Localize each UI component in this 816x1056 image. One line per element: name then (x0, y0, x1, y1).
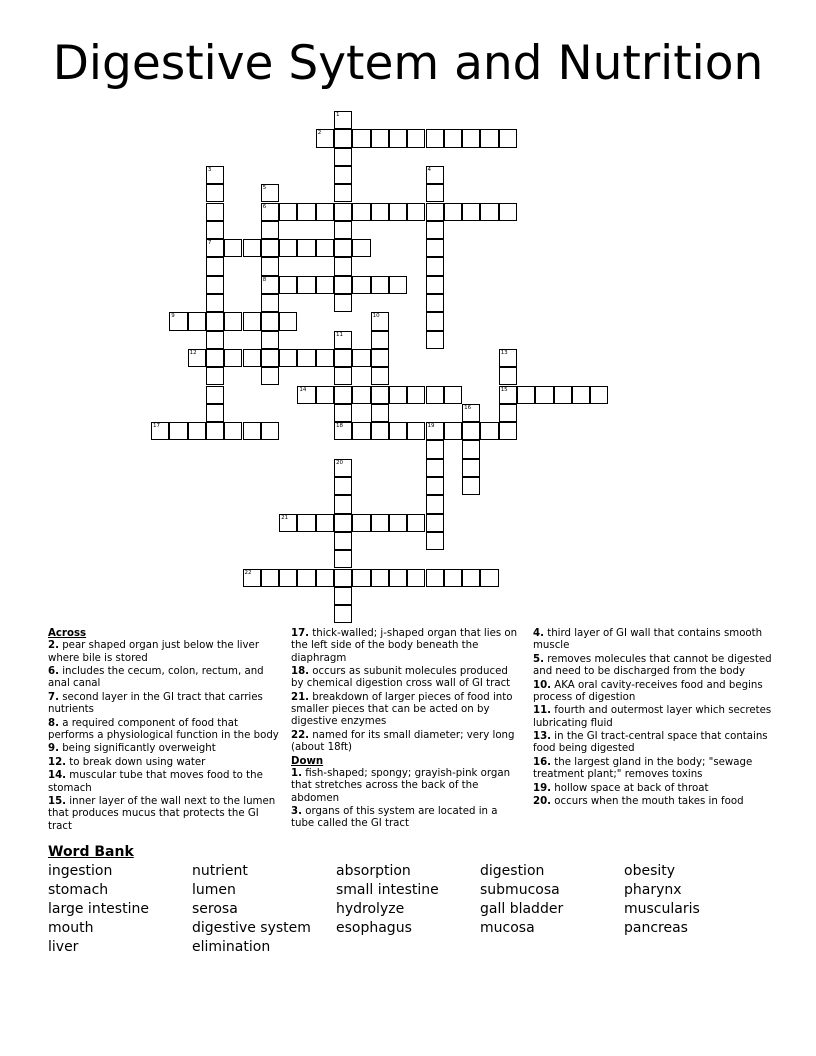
grid-cell[interactable] (224, 239, 242, 257)
grid-cell[interactable] (462, 477, 480, 495)
grid-cell[interactable] (426, 257, 444, 275)
clue-number-label: 19. (533, 782, 552, 794)
clue-item (48, 692, 284, 717)
grid-cell[interactable] (444, 129, 462, 147)
clues-column-2 (291, 628, 521, 832)
word-bank-item: nutrient (192, 863, 248, 879)
grid-cell[interactable] (426, 239, 444, 257)
grid-cell[interactable] (334, 386, 352, 404)
clue-number-label: 10. (533, 679, 552, 691)
grid-cell[interactable] (334, 550, 352, 568)
grid-cell[interactable] (206, 257, 224, 275)
clue-item (48, 796, 284, 833)
grid-cell[interactable] (261, 349, 279, 367)
grid-cell[interactable] (334, 404, 352, 422)
clue-number: 13 (500, 349, 508, 356)
clue-number-label: 5. (533, 653, 544, 665)
clue-number: 17 (153, 423, 160, 430)
grid-cell[interactable] (206, 166, 224, 184)
clue-number: 3 (207, 166, 212, 173)
grid-cell[interactable] (334, 587, 352, 605)
clue-number: 8 (262, 276, 267, 283)
grid-cell[interactable] (352, 386, 370, 404)
grid-cell[interactable] (334, 257, 352, 275)
grid-cell[interactable] (426, 422, 444, 440)
word-bank-item: digestive system (192, 920, 311, 936)
grid-cell[interactable] (480, 569, 498, 587)
clue-number-label: 8. (48, 717, 59, 729)
clue-number-label: 13. (533, 731, 552, 743)
grid-cell[interactable] (206, 349, 224, 367)
grid-cell[interactable] (206, 312, 224, 330)
grid-cell[interactable] (444, 386, 462, 404)
grid-cell[interactable] (480, 422, 498, 440)
grid-cell[interactable] (224, 312, 242, 330)
grid-cell[interactable] (407, 569, 425, 587)
grid-cell[interactable] (352, 276, 370, 294)
grid-cell[interactable] (261, 569, 279, 587)
grid-cell[interactable] (499, 349, 517, 367)
grid-cell[interactable] (426, 532, 444, 550)
grid-cell[interactable] (334, 294, 352, 312)
grid-cell[interactable] (206, 367, 224, 385)
grid-cell[interactable] (426, 221, 444, 239)
grid-cell[interactable] (151, 422, 169, 440)
clue-number: 4 (427, 166, 431, 173)
grid-cell[interactable] (334, 221, 352, 239)
clue-number-label: 22. (291, 729, 310, 741)
down-header: Down (291, 755, 324, 767)
grid-cell[interactable] (426, 331, 444, 349)
clue-text: inner layer of the wall next to the lumen that produces mucus that protects the GI tract (48, 796, 276, 832)
clue-number: 11 (336, 331, 343, 338)
clue-item (48, 743, 284, 755)
grid-cell[interactable] (243, 569, 261, 587)
grid-cell[interactable] (352, 203, 370, 221)
grid-cell[interactable] (316, 276, 334, 294)
grid-cell[interactable] (334, 477, 352, 495)
grid-cell[interactable] (243, 239, 261, 257)
grid-cell[interactable] (316, 203, 334, 221)
clue-number: 10 (372, 313, 380, 320)
clue-number-label: 14. (48, 770, 67, 782)
grid-cell[interactable] (334, 129, 352, 147)
clue-number: 1 (336, 112, 340, 118)
clue-item (48, 640, 284, 665)
grid-cell[interactable] (389, 422, 407, 440)
grid-cell[interactable] (206, 422, 224, 440)
grid-cell[interactable] (371, 386, 389, 404)
grid-cell[interactable] (297, 239, 315, 257)
grid-cell[interactable] (297, 569, 315, 587)
page-title: Digestive Sytem and Nutrition (52, 36, 764, 91)
clue-text: fish-shaped; spongy; grayish-pink organ that stretches across the back of the abdomen (291, 768, 511, 804)
grid-cell[interactable] (590, 386, 608, 404)
grid-cell[interactable] (554, 386, 572, 404)
grid-cell[interactable] (169, 312, 187, 330)
clue-text: muscular tube that moves food to the stomach (48, 770, 263, 794)
grid-cell[interactable] (407, 422, 425, 440)
grid-cell[interactable] (206, 276, 224, 294)
clue-number-label: 18. (291, 666, 310, 678)
word-bank-title: Word Bank (48, 844, 134, 860)
grid-cell[interactable] (188, 422, 206, 440)
clue-text: named for its small diameter; very long (about 18ft) (291, 729, 515, 754)
grid-cell[interactable] (279, 349, 297, 367)
grid-cell[interactable] (572, 386, 590, 404)
grid-cell[interactable] (261, 239, 279, 257)
clues-column-3 (533, 628, 773, 810)
clue-number-label: 17. (291, 628, 310, 639)
grid-cell[interactable] (426, 166, 444, 184)
clue-text: AKA oral cavity-receives food and begins process of digestion (533, 679, 763, 703)
grid-cell[interactable] (297, 203, 315, 221)
grid-cell[interactable] (261, 257, 279, 275)
clue-item (291, 628, 521, 665)
clue-number: 14 (299, 386, 307, 393)
clue-item (533, 796, 773, 808)
word-bank-item: ingestion (48, 863, 113, 879)
grid-cell[interactable] (261, 184, 279, 202)
clue-text: a required component of food that performs a physiological function in the body (48, 717, 279, 741)
grid-cell[interactable] (261, 312, 279, 330)
grid-cell[interactable] (188, 312, 206, 330)
clue-item (533, 757, 773, 782)
clue-item (533, 731, 773, 756)
clue-text: removes molecules that cannot be digested and need to be discharged from the body (533, 653, 772, 678)
grid-cell[interactable] (334, 184, 352, 202)
grid-cell[interactable] (352, 514, 370, 532)
grid-cell[interactable] (206, 203, 224, 221)
clue-number-label: 20. (533, 796, 552, 808)
clues-column-1 (48, 628, 284, 834)
grid-cell[interactable] (426, 276, 444, 294)
clue-item (533, 783, 773, 795)
word-bank-item: absorption (336, 863, 411, 879)
grid-cell[interactable] (462, 404, 480, 422)
grid-cell[interactable] (499, 386, 517, 404)
clue-number-label: 9. (48, 743, 59, 755)
grid-cell[interactable] (499, 422, 517, 440)
grid-cell[interactable] (462, 422, 480, 440)
grid-cell[interactable] (462, 459, 480, 477)
grid-cell[interactable] (316, 239, 334, 257)
grid-cell[interactable] (426, 495, 444, 513)
clue-text: hollow space at back of throat (551, 782, 709, 794)
clue-item (533, 680, 773, 705)
clue-item (291, 692, 521, 729)
clue-text: second layer in the GI tract that carries nutrients (48, 691, 263, 716)
clue-text: pear shaped organ just below the liver where bile is stored (48, 640, 260, 664)
grid-cell[interactable] (407, 514, 425, 532)
grid-cell[interactable] (371, 367, 389, 385)
grid-cell[interactable] (426, 203, 444, 221)
across-header: Across (48, 628, 87, 639)
word-bank-item: pancreas (624, 920, 688, 936)
grid-cell[interactable] (499, 203, 517, 221)
grid-cell[interactable] (261, 367, 279, 385)
grid-cell[interactable] (206, 404, 224, 422)
grid-cell[interactable] (206, 294, 224, 312)
grid-cell[interactable] (261, 203, 279, 221)
grid-cell[interactable] (261, 422, 279, 440)
clue-text: to break down using water (66, 756, 206, 768)
clue-item (48, 718, 284, 743)
grid-cell[interactable] (389, 276, 407, 294)
grid-cell[interactable] (316, 514, 334, 532)
grid-cell[interactable] (389, 129, 407, 147)
grid-cell[interactable] (371, 569, 389, 587)
grid-cell[interactable] (334, 459, 352, 477)
grid-cell[interactable] (444, 203, 462, 221)
grid-cell[interactable] (297, 276, 315, 294)
grid-cell[interactable] (426, 440, 444, 458)
grid-cell[interactable] (188, 349, 206, 367)
clue-number: 6 (262, 203, 267, 210)
clue-number: 12 (189, 349, 197, 356)
clue-number: 5 (262, 185, 267, 192)
word-bank-item: liver (48, 939, 79, 955)
clue-text: occurs as subunit molecules produced by chemical digestion cross wall of GI tract (291, 666, 511, 690)
grid-cell[interactable] (334, 422, 352, 440)
clue-item (291, 730, 521, 755)
grid-cell[interactable] (371, 514, 389, 532)
word-bank-item: muscularis (624, 901, 700, 917)
grid-cell[interactable] (352, 239, 370, 257)
clue-number-label: 6. (48, 666, 59, 678)
grid-cell[interactable] (480, 129, 498, 147)
grid-cell[interactable] (169, 422, 187, 440)
grid-cell[interactable] (371, 404, 389, 422)
clue-number: 7 (207, 240, 212, 247)
grid-cell[interactable] (261, 294, 279, 312)
word-bank-item: submucosa (480, 882, 560, 898)
grid-cell[interactable] (426, 477, 444, 495)
clue-number-label: 12. (48, 756, 67, 768)
word-bank-item: obesity (624, 863, 676, 879)
clue-number: 9 (171, 313, 175, 320)
word-bank-item: hydrolyze (336, 901, 405, 917)
grid-cell[interactable] (499, 367, 517, 385)
grid-cell[interactable] (334, 239, 352, 257)
word-bank-item: serosa (192, 901, 238, 917)
grid-cell[interactable] (279, 312, 297, 330)
grid-cell[interactable] (462, 440, 480, 458)
grid-cell[interactable] (316, 386, 334, 404)
grid-cell[interactable] (279, 203, 297, 221)
clue-text: fourth and outermost layer which secretes lubricating fluid (533, 705, 772, 729)
clue-number: 22 (244, 569, 252, 576)
grid-cell[interactable] (224, 422, 242, 440)
grid-cell[interactable] (480, 203, 498, 221)
grid-cell[interactable] (206, 184, 224, 202)
grid-cell[interactable] (352, 129, 370, 147)
clue-number-label: 15. (48, 796, 67, 808)
grid-cell[interactable] (426, 569, 444, 587)
clue-text: thick-walled; j-shaped organ that lies on the left side of the body beneath the diaphragm (291, 628, 518, 664)
grid-cell[interactable] (371, 276, 389, 294)
grid-cell[interactable] (371, 203, 389, 221)
grid-cell[interactable] (371, 331, 389, 349)
grid-cell[interactable] (261, 221, 279, 239)
grid-cell[interactable] (316, 569, 334, 587)
grid-cell[interactable] (371, 422, 389, 440)
clue-number: 19 (427, 423, 435, 430)
grid-cell[interactable] (389, 386, 407, 404)
word-bank-item: pharynx (624, 882, 682, 898)
word-bank-item: mucosa (480, 920, 535, 936)
clue-item (48, 757, 284, 769)
grid-cell[interactable] (462, 129, 480, 147)
clue-item (291, 806, 521, 831)
grid-cell[interactable] (316, 349, 334, 367)
clue-item (291, 768, 521, 805)
clue-text: being significantly overweight (58, 743, 216, 755)
clue-item (291, 666, 521, 691)
grid-cell[interactable] (334, 569, 352, 587)
grid-cell[interactable] (407, 203, 425, 221)
clue-item (533, 628, 773, 653)
grid-cell[interactable] (206, 386, 224, 404)
grid-cell[interactable] (206, 221, 224, 239)
clue-item (533, 705, 773, 730)
grid-cell[interactable] (444, 422, 462, 440)
grid-cell[interactable] (243, 422, 261, 440)
clue-text: breakdown of larger pieces of food into smaller pieces that can be acted on by digestive enzymes (291, 691, 513, 728)
grid-cell[interactable] (462, 569, 480, 587)
grid-cell[interactable] (334, 166, 352, 184)
grid-cell[interactable] (352, 349, 370, 367)
word-bank-item: gall bladder (480, 901, 564, 917)
clue-number-label: 11. (533, 705, 552, 717)
grid-cell[interactable] (297, 349, 315, 367)
grid-cell[interactable] (334, 367, 352, 385)
grid-cell[interactable] (334, 203, 352, 221)
clue-number: 2 (317, 130, 322, 137)
clue-text: in the GI tract-central space that contains food being digested (533, 731, 768, 755)
grid-cell[interactable] (279, 276, 297, 294)
grid-cell[interactable] (297, 386, 315, 404)
grid-cell[interactable] (334, 331, 352, 349)
grid-cell[interactable] (334, 605, 352, 623)
grid-cell[interactable] (334, 111, 352, 129)
grid-cell[interactable] (206, 239, 224, 257)
grid-cell[interactable] (224, 349, 242, 367)
grid-cell[interactable] (334, 532, 352, 550)
grid-cell[interactable] (426, 129, 444, 147)
grid-cell[interactable] (426, 459, 444, 477)
grid-cell[interactable] (261, 331, 279, 349)
clue-item (533, 654, 773, 679)
clue-number: 18 (336, 423, 343, 430)
grid-cell[interactable] (426, 294, 444, 312)
grid-cell[interactable] (371, 129, 389, 147)
grid-cell[interactable] (517, 386, 535, 404)
grid-cell[interactable] (462, 203, 480, 221)
clue-item (48, 666, 284, 691)
clue-text: the largest gland in the body; "sewage treatment plant;" removes toxins (533, 756, 753, 781)
grid-cell[interactable] (407, 386, 425, 404)
clue-number-label: 1. (291, 768, 302, 780)
clue-number-label: 16. (533, 756, 552, 768)
grid-cell[interactable] (499, 129, 517, 147)
word-bank-item: esophagus (336, 920, 412, 936)
word-bank (48, 862, 808, 957)
grid-cell[interactable] (334, 349, 352, 367)
word-bank-item: elimination (192, 939, 271, 955)
clue-number: 15 (500, 386, 508, 393)
grid-cell[interactable] (352, 422, 370, 440)
grid-cell[interactable] (389, 203, 407, 221)
grid-cell[interactable] (279, 239, 297, 257)
grid-cell[interactable] (535, 386, 553, 404)
grid-cell[interactable] (371, 349, 389, 367)
clue-text: includes the cecum, colon, rectum, and anal canal (48, 666, 264, 690)
grid-cell[interactable] (206, 331, 224, 349)
grid-cell[interactable] (426, 312, 444, 330)
grid-cell[interactable] (389, 569, 407, 587)
grid-cell[interactable] (334, 148, 352, 166)
word-bank-item: large intestine (48, 901, 149, 917)
clue-number-label: 7. (48, 691, 59, 703)
word-bank-item: digestion (480, 863, 545, 879)
grid-cell[interactable] (279, 569, 297, 587)
grid-cell[interactable] (297, 514, 315, 532)
grid-cell[interactable] (316, 129, 334, 147)
clue-number-label: 2. (48, 640, 59, 652)
clue-text: third layer of GI wall that contains smooth muscle (533, 628, 763, 652)
grid-cell[interactable] (499, 404, 517, 422)
clue-number: 16 (464, 404, 472, 411)
clue-text: occurs when the mouth takes in food (551, 796, 744, 808)
grid-cell[interactable] (426, 514, 444, 532)
grid-cell[interactable] (243, 349, 261, 367)
word-bank-item: mouth (48, 920, 94, 936)
clue-item (48, 770, 284, 795)
grid-cell[interactable] (426, 386, 444, 404)
clue-number-label: 4. (533, 628, 544, 639)
grid-cell[interactable] (334, 495, 352, 513)
clue-number: 20 (336, 459, 343, 466)
grid-cell[interactable] (389, 514, 407, 532)
grid-cell[interactable] (426, 184, 444, 202)
grid-cell[interactable] (352, 569, 370, 587)
grid-cell[interactable] (243, 312, 261, 330)
word-bank-item: small intestine (336, 882, 439, 898)
word-bank-item: lumen (192, 882, 236, 898)
grid-cell[interactable] (371, 312, 389, 330)
clue-text: organs of this system are located in a tube called the GI tract (291, 806, 498, 830)
clue-number-label: 3. (291, 806, 302, 818)
grid-cell[interactable] (444, 569, 462, 587)
clue-number: 21 (281, 514, 289, 521)
grid-cell[interactable] (407, 129, 425, 147)
grid-cell[interactable] (334, 276, 352, 294)
grid-cell[interactable] (261, 276, 279, 294)
clue-number-label: 21. (291, 691, 310, 703)
grid-cell[interactable] (334, 514, 352, 532)
word-bank-item: stomach (48, 882, 109, 898)
grid-cell[interactable] (279, 514, 297, 532)
